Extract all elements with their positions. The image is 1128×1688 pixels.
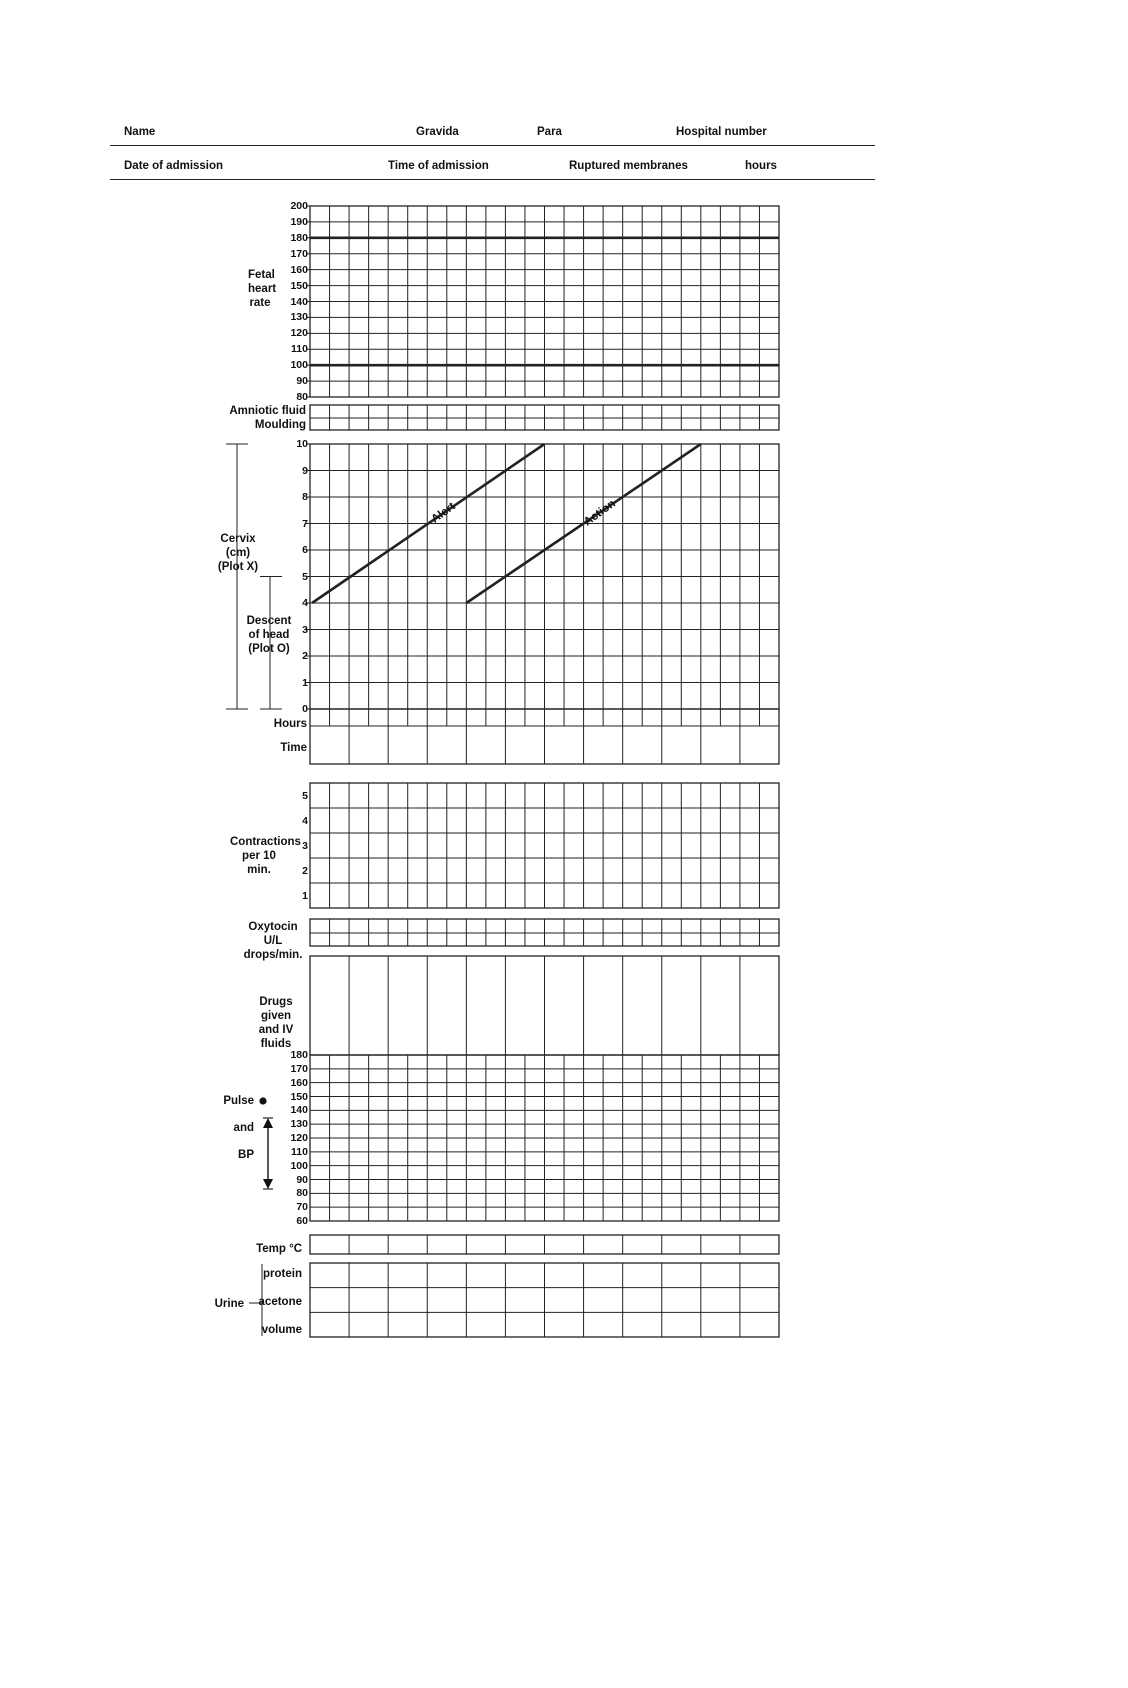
cervix-tick: 8 <box>302 491 308 503</box>
fhr-tick: 160 <box>290 263 308 276</box>
pulse-bp-tick: 60 <box>296 1215 308 1227</box>
pulse-bp-tick: 140 <box>290 1104 308 1117</box>
cervix-tick: 2 <box>302 650 308 662</box>
cervix-tick: 7 <box>302 517 308 530</box>
time-row-label: Time <box>280 742 307 754</box>
pulse-bp-tick: 120 <box>290 1132 308 1144</box>
pulse-bp-tick: 170 <box>290 1062 308 1075</box>
temp-label: Temp °C <box>256 1243 302 1255</box>
oxytocin-label: Oxytocin U/L drops/min. <box>243 921 303 961</box>
pulse-bp-tick: 100 <box>290 1159 308 1172</box>
hospital-number-label: Hospital number <box>676 126 767 138</box>
fhr-tick: 200 <box>290 200 308 212</box>
pulse-bp-tick: 150 <box>290 1090 308 1103</box>
bp-label: BP <box>238 1149 254 1161</box>
cervix-tick: 9 <box>302 464 308 477</box>
bp-arrow-down-icon <box>263 1179 273 1189</box>
and-label: and <box>233 1122 254 1134</box>
fhr-tick: 110 <box>291 343 308 356</box>
cervix-tick: 6 <box>302 544 308 556</box>
drugs-label: Drugs given and IV fluids <box>258 996 294 1050</box>
urine-protein-label: protein <box>263 1268 302 1280</box>
cervix-tick: 1 <box>302 676 308 689</box>
para-label: Para <box>537 126 562 138</box>
contractions-tick: 4 <box>302 814 308 827</box>
cervix-tick: 3 <box>302 623 308 636</box>
descent-of-head-label: Descent of head (Plot O) <box>246 615 292 655</box>
pulse-bp-tick: 180 <box>290 1049 308 1061</box>
fhr-tick: 80 <box>296 391 308 403</box>
hours-row-label: Hours <box>273 718 307 730</box>
ruptured-membranes-label: Ruptured membranes <box>569 160 688 172</box>
amniotic-fluid-label: Amniotic fluid <box>229 405 306 417</box>
pulse-bp-tick: 70 <box>296 1201 308 1214</box>
time-of-admission-label: Time of admission <box>388 160 489 172</box>
moulding-label: Moulding <box>254 419 306 431</box>
pulse-bp-tick: 90 <box>296 1173 308 1186</box>
cervix-tick: 0 <box>302 703 308 715</box>
gravida-label: Gravida <box>416 126 459 138</box>
name-label: Name <box>124 126 156 138</box>
hours-label: hours <box>745 160 777 172</box>
contractions-tick: 3 <box>302 839 308 852</box>
date-of-admission-label: Date of admission <box>124 160 224 172</box>
pulse-bp-tick: 160 <box>290 1076 308 1089</box>
contractions-tick: 1 <box>302 889 308 902</box>
contractions-label: Contractions per 10 min. <box>230 836 301 876</box>
fetal-heart-rate-label: Fetal heart rate <box>248 269 277 309</box>
bp-arrow-up-icon <box>263 1118 273 1128</box>
fhr-tick: 150 <box>290 279 308 292</box>
alert-line-label: Alert <box>429 500 458 526</box>
fhr-tick: 190 <box>290 215 308 228</box>
contractions-tick: 2 <box>302 864 308 877</box>
cervix-tick: 10 <box>296 438 308 450</box>
pulse-bp-tick: 110 <box>291 1145 308 1158</box>
urine-volume-label: volume <box>261 1324 302 1336</box>
fhr-tick: 90 <box>296 375 308 388</box>
pulse-bp-tick: 130 <box>290 1118 308 1131</box>
action-line-label: Action <box>581 497 618 529</box>
pulse-dot-icon <box>259 1097 266 1104</box>
fhr-tick: 140 <box>290 295 308 308</box>
cervix-label: Cervix (cm) (Plot X) <box>217 533 259 573</box>
fhr-tick: 180 <box>290 231 308 244</box>
fhr-tick: 130 <box>290 311 308 324</box>
urine-label: Urine <box>214 1298 244 1310</box>
fhr-tick: 100 <box>290 359 308 372</box>
pulse-label: Pulse <box>223 1095 254 1107</box>
fhr-tick: 170 <box>290 247 308 260</box>
cervix-tick: 4 <box>302 597 308 609</box>
fhr-tick: 120 <box>290 327 308 340</box>
cervix-tick: 5 <box>302 570 308 583</box>
pulse-bp-tick: 80 <box>296 1187 308 1200</box>
contractions-tick: 5 <box>302 789 308 802</box>
urine-acetone-label: acetone <box>258 1296 302 1308</box>
